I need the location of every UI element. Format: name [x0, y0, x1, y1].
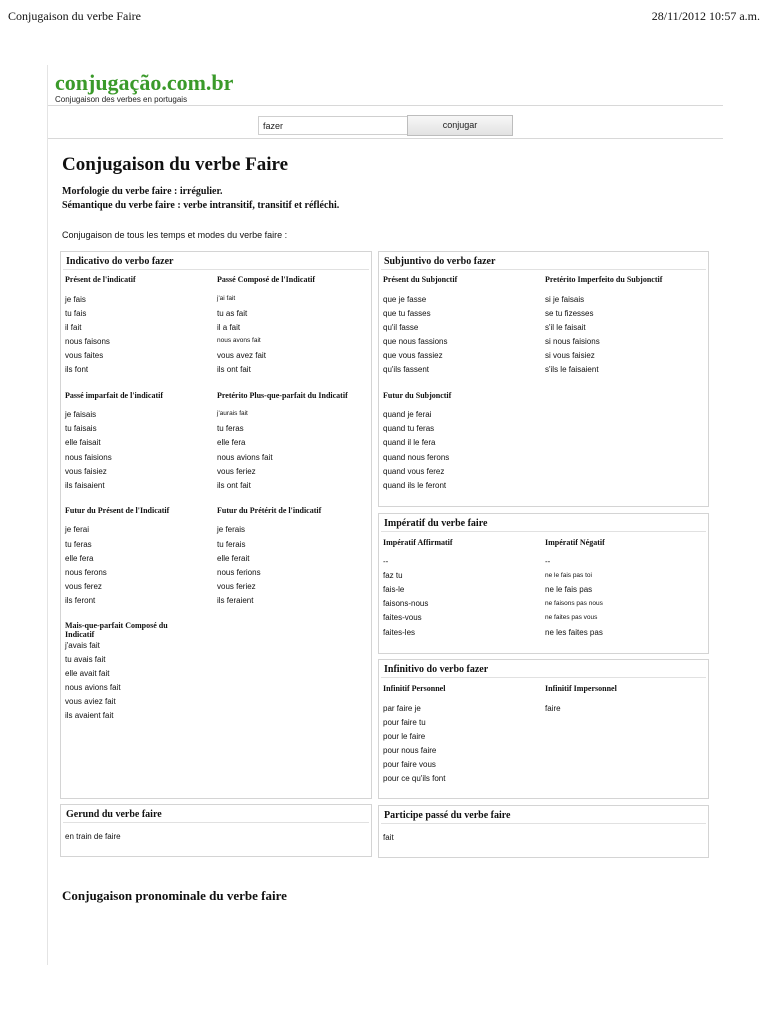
verb-form: tu avais fait [65, 655, 106, 664]
verb-form: par faire je [383, 704, 421, 713]
verb-form: j'aurais fait [217, 410, 248, 417]
verb-form: nous ferons [65, 568, 107, 577]
verb-form: vous ferez [65, 582, 102, 591]
imperatif-title: Impératif du verbe faire [384, 518, 488, 529]
verb-form: elle ferait [217, 554, 250, 563]
panel-divider [381, 823, 706, 824]
verb-form: se tu fizesses [545, 309, 594, 318]
verb-form: je faisais [65, 410, 97, 419]
tense-futur-preterit: Futur du Prétérit de l'indicatif [217, 506, 322, 515]
verb-form: tu faisais [65, 424, 97, 433]
verb-form: il a fait [217, 323, 241, 332]
verb-form: elle fera [65, 554, 94, 563]
verb-form: ils feraient [217, 596, 254, 605]
participe-title: Participe passé du verbe faire [384, 810, 511, 821]
search-input[interactable] [258, 116, 408, 135]
tense-mais-que-parfait: Mais-que-parfait Composé du Indicatif [65, 621, 168, 639]
verb-form: si nous faisions [545, 337, 600, 346]
verb-form: j'ai fait [217, 295, 236, 302]
verb-form: ils font [65, 365, 89, 374]
verb-form: tu fais [65, 309, 87, 318]
conjugate-button[interactable]: conjugar [407, 115, 513, 136]
verb-form: elle fera [217, 438, 246, 447]
verb-form: en train de faire [65, 832, 121, 841]
verb-form: -- [383, 557, 389, 566]
gerund-title: Gerund du verbe faire [66, 809, 162, 820]
verb-form: ne faisons pas nous [545, 600, 603, 607]
verb-form: quand tu feras [383, 424, 435, 433]
verb-form: ils ont fait [217, 481, 251, 490]
semantics-text: Sémantique du verbe faire : verbe intransitif, transitif et réfléchi. [62, 200, 340, 211]
verb-form: j'avais fait [65, 641, 100, 650]
intro-text: Conjugaison de tous les temps et modes du verbe faire : [62, 230, 288, 240]
verb-form: vous aviez fait [65, 697, 116, 706]
verb-form: nous avons fait [217, 337, 261, 344]
tense-imparfait-subjonctif: Pretérito Imperfeito du Subjonctif [545, 275, 663, 284]
verb-form: pour faire vous [383, 760, 436, 769]
verb-form: ne le fais pas [545, 585, 593, 594]
verb-form: tu ferais [217, 540, 246, 549]
verb-form: vous faisiez [65, 467, 107, 476]
verb-form: nous avions fait [217, 453, 273, 462]
verb-form: que je fasse [383, 295, 427, 304]
tense-imperatif-negatif: Impératif Négatif [545, 538, 605, 547]
verb-form: quand ils le feront [383, 481, 447, 490]
verb-form: nous ferions [217, 568, 261, 577]
verb-form: vous faites [65, 351, 104, 360]
tense-present-subjonctif: Présent du Subjonctif [383, 275, 458, 284]
verb-form: je ferais [217, 525, 246, 534]
verb-form: vous feriez [217, 582, 256, 591]
verb-form: elle faisait [65, 438, 101, 447]
verb-form: tu as fait [217, 309, 248, 318]
verb-form: faites-vous [383, 613, 422, 622]
verb-form: ils feront [65, 596, 96, 605]
verb-form: vous avez fait [217, 351, 266, 360]
verb-form: ils avaient fait [65, 711, 114, 720]
verb-form: ne le fais pas toi [545, 572, 592, 579]
verb-form: pour le faire [383, 732, 426, 741]
page-title: Conjugaison du verbe Faire [62, 154, 289, 175]
panel-divider [381, 531, 706, 532]
verb-form: ne faites pas vous [545, 614, 598, 621]
verb-form: nous faisions [65, 453, 112, 462]
verb-form: quand nous ferons [383, 453, 450, 462]
verb-form: si je faisais [545, 295, 585, 304]
morphology-text: Morfologie du verbe faire : irrégulier. [62, 186, 223, 197]
print-datetime: 28/11/2012 10:57 a.m. [651, 9, 760, 23]
site-logo[interactable]: conjugação.com.br [55, 70, 234, 95]
verb-form: faisons-nous [383, 599, 429, 608]
verb-form: nous avions fait [65, 683, 121, 692]
verb-form: pour ce qu'ils font [383, 774, 446, 783]
header-divider [48, 105, 723, 106]
indicatif-title: Indicativo do verbo fazer [66, 256, 174, 267]
participe-panel [378, 805, 709, 858]
verb-form: ne les faites pas [545, 628, 603, 637]
verb-form: ils faisaient [65, 481, 105, 490]
verb-form: qu'ils fassent [383, 365, 429, 374]
verb-form: ils ont fait [217, 365, 251, 374]
tense-infinitif-personnel: Infinitif Personnel [383, 684, 446, 693]
verb-form: que tu fasses [383, 309, 431, 318]
tense-present-indicatif: Présent de l'indicatif [65, 275, 136, 284]
verb-form: -- [545, 557, 551, 566]
site-tagline: Conjugaison des verbes en portugais [55, 95, 188, 104]
panel-divider [381, 677, 706, 678]
tense-infinitif-impersonnel: Infinitif Impersonnel [545, 684, 617, 693]
gerund-panel [60, 804, 372, 857]
verb-form: tu feras [217, 424, 244, 433]
panel-divider [63, 822, 369, 823]
tense-imperatif-affirmatif: Impératif Affirmatif [383, 538, 453, 547]
verb-form: il fait [65, 323, 82, 332]
verb-form: elle avait fait [65, 669, 110, 678]
verb-form: faites-les [383, 628, 416, 637]
verb-form: faire [545, 704, 561, 713]
tense-plus-que-parfait: Pretérito Plus-que-parfait du Indicatif [217, 391, 348, 400]
subjonctif-title: Subjuntivo do verbo fazer [384, 256, 496, 267]
verb-form: qu'il fasse [383, 323, 419, 332]
verb-form: quand je ferai [383, 410, 432, 419]
pronominal-heading: Conjugaison pronominale du verbe faire [62, 888, 287, 903]
verb-form: pour faire tu [383, 718, 426, 727]
verb-form: faz tu [383, 571, 403, 580]
search-divider [48, 138, 723, 139]
verb-form: vous feriez [217, 467, 256, 476]
verb-form: quand il le fera [383, 438, 436, 447]
verb-form: si vous faisiez [545, 351, 595, 360]
verb-form: fais-le [383, 585, 405, 594]
panel-divider [63, 269, 369, 270]
verb-form: nous faisons [65, 337, 110, 346]
verb-form: je ferai [65, 525, 90, 534]
imperatif-panel [378, 513, 709, 654]
verb-form: pour nous faire [383, 746, 437, 755]
verb-form: fait [383, 833, 394, 842]
tense-imparfait: Passé imparfait de l'indicatif [65, 391, 163, 400]
infinitif-title: Infinitivo do verbo fazer [384, 664, 489, 675]
panel-divider [381, 269, 706, 270]
print-page-title: Conjugaison du verbe Faire [8, 9, 141, 23]
verb-form: quand vous ferez [383, 467, 445, 476]
tense-futur-subjonctif: Futur du Subjonctif [383, 391, 452, 400]
tense-passe-compose: Passé Composé de l'Indicatif [217, 275, 315, 284]
verb-form: je fais [65, 295, 86, 304]
verb-form: que nous fassions [383, 337, 448, 346]
verb-form: s'ils le faisaient [545, 365, 599, 374]
verb-form: que vous fassiez [383, 351, 443, 360]
tense-futur-present: Futur du Présent de l'Indicatif [65, 506, 170, 515]
verb-form: s'il le faisait [545, 323, 586, 332]
verb-form: tu feras [65, 540, 92, 549]
